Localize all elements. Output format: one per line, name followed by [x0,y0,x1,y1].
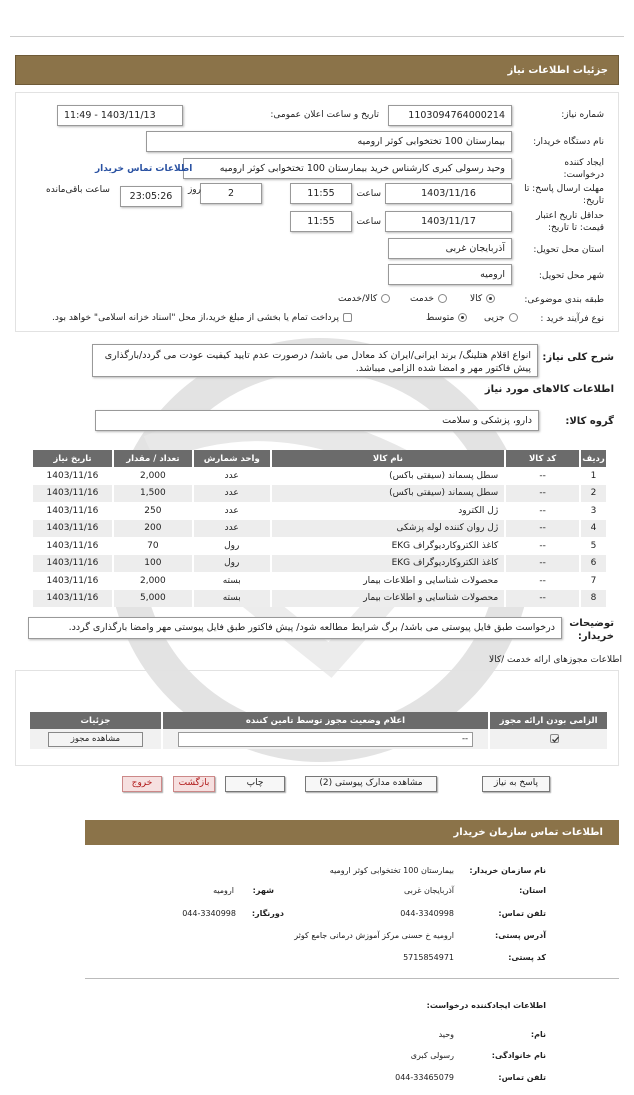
cell-row: 3 [580,502,606,520]
radio-icon [381,294,390,303]
creator-info-title: اطلاعات ایجادکننده درخواست: [426,1001,546,1010]
days-field[interactable]: 2 [200,183,262,204]
radio-icon [438,294,447,303]
cell-unit: عدد [193,520,271,538]
contact-city-label: شهر: [252,886,274,895]
reply-date-field[interactable]: 1403/11/16 [385,183,512,204]
creator-label: ایجاد کننده درخواست: [563,158,604,180]
permit-status-field[interactable]: -- [178,732,473,747]
buyer-org-label: نام دستگاه خریدار: [533,137,604,147]
cell-date: 1403/11/16 [32,590,113,608]
cell-row: 5 [580,537,606,555]
need-number-label: شماره نیاز: [561,110,604,120]
goods-info-title: اطلاعات کالاهای مورد نیاز [484,384,614,395]
contact-postal: 5715854971 [403,953,454,962]
cell-unit: بسته [193,572,271,590]
table-row [32,520,606,538]
cell-name: سطل پسماند (سیفتی باکس) [271,485,506,503]
announce-label: تاریخ و ساعت اعلان عمومی: [270,110,379,120]
cell-name: کاغذ الکتروکاردیوگراف EKG [271,537,506,555]
contact-fax: 044-3340998 [182,909,236,918]
contact-org-label: نام سازمان خریدار: [469,866,546,875]
cell-unit: بسته [193,590,271,608]
contact-province: آذربایجان غربی [403,886,454,895]
category-option-service[interactable]: خدمت [410,294,447,304]
cell-date: 1403/11/16 [32,555,113,573]
radio-selected-icon [458,313,467,322]
price-date-field[interactable]: 1403/11/17 [385,211,512,232]
process-label: نوع فرآیند خرید : [540,314,604,324]
table-row [32,555,606,573]
cell-code: -- [505,555,580,573]
checkbox-icon [343,313,352,322]
exit-button[interactable]: خروج [122,776,162,792]
cell-date: 1403/11/16 [32,485,113,503]
cell-unit: عدد [193,502,271,520]
cell-code: -- [505,537,580,555]
buyer-notes-label: توضیحات خریدار: [569,618,614,642]
remaining-time-field[interactable]: 23:05:26 [120,186,182,207]
permits-title: اطلاعات مجوزهای ارائه خدمت /کالا [488,655,622,665]
table-row [32,485,606,503]
description-text: انواع اقلام هتلینگ/ برند ایرانی/ایران کد معادل می باشد/ درصورت عدم تایید کیفیت عودت می گردد/بارگذاری پیش فاکتور مهر و امضا شده الزامی میباشد. [92,344,538,377]
payment-checkbox[interactable]: پرداخت تمام یا بخشی از مبلغ خرید،از محل "اسناد خزانه اسلامی" خواهد بود. [52,313,352,323]
page-header: جزئیات اطلاعات نیاز [15,55,619,85]
cell-row: 6 [580,555,606,573]
radio-selected-icon [486,294,495,303]
table-row [32,467,606,485]
cell-unit: عدد [193,467,271,485]
cell-code: -- [505,572,580,590]
contact-postal-label: کد پستی: [508,953,546,962]
permit-required-checkbox[interactable] [550,734,559,743]
reply-button[interactable]: پاسخ به نیاز [482,776,550,792]
contact-address: ارومیه خ حسنی مرکز آموزش درمانی جامع کوثر [294,931,454,940]
cell-name: محصولات شناسایی و اطلاعات بیمار [271,590,506,608]
cell-row: 1 [580,467,606,485]
creator-field[interactable]: وحید رسولی کبری کارشناس خرید بیمارستان 100 تختخوابی کوثر ارومیه [183,158,512,179]
price-time-label: ساعت [356,217,381,227]
buyer-org-field[interactable]: بیمارستان 100 تختخوابی کوثر ارومیه [146,131,512,152]
col-permit-status: اعلام وضعیت مجوز توسط تامین کننده [162,712,489,729]
creator-name-label: نام: [530,1030,546,1039]
category-option-goods[interactable]: کالا [470,294,495,304]
contact-phone-label: تلفن تماس: [498,909,546,918]
cell-qty: 1,500 [113,485,193,503]
creator-family-label: نام خانوادگی: [491,1051,546,1060]
cell-unit: رول [193,555,271,573]
contact-city: ارومیه [213,886,234,895]
contact-address-label: آدرس پستی: [495,931,546,940]
reply-deadline-label: مهلت ارسال پاسخ: تا تاریخ: [524,184,604,206]
contact-header: اطلاعات تماس سازمان خریدار [85,820,619,845]
category-label: طبقه بندی موضوعی: [524,295,604,305]
check-icon [551,735,560,744]
col-permit-required: الزامی بودن ارائه مجوز [489,712,607,729]
table-row [32,502,606,520]
buyer-contact-link[interactable]: اطلاعات تماس خریدار [95,164,193,174]
back-button[interactable]: بازگشت [173,776,215,792]
creator-family: رسولی کبری [410,1051,454,1060]
goods-group-field[interactable]: دارو، پزشکی و سلامت [95,410,539,431]
cell-name: ژل الکترود [271,502,506,520]
contact-phone: 044-3340998 [400,909,454,918]
permits-table [28,712,607,749]
category-option-both[interactable]: کالا/خدمت [338,294,390,304]
creator-phone: 044-33465079 [395,1073,454,1082]
cell-code: -- [505,502,580,520]
goods-group-label: گروه کالا: [565,416,614,427]
cell-qty: 5,000 [113,590,193,608]
print-button[interactable]: چاپ [225,776,285,792]
need-number-field[interactable]: 1103094764000214 [388,105,512,126]
cell-date: 1403/11/16 [32,520,113,538]
contact-fax-label: دورنگار: [251,909,284,918]
creator-name: وحید [438,1030,454,1039]
description-label: شرح کلی نیاز: [542,352,614,363]
top-divider [10,36,624,37]
cell-date: 1403/11/16 [32,572,113,590]
cell-date: 1403/11/16 [32,537,113,555]
col-row: ردیف [580,450,606,467]
cell-code: -- [505,485,580,503]
cell-qty: 100 [113,555,193,573]
col-date: تاریخ نیاز [32,450,113,467]
process-option-medium[interactable]: متوسط [426,313,467,323]
col-qty: تعداد / مقدار [113,450,193,467]
table-row [32,537,606,555]
cell-unit: عدد [193,485,271,503]
day-label: روز [187,185,201,195]
cell-qty: 2,000 [113,467,193,485]
price-validity-label: حداقل تاریخ اعتبار قیمت: تا تاریخ: [536,211,604,233]
table-row [32,572,606,590]
city-label: شهر محل تحویل: [538,271,604,281]
cell-name: محصولات شناسایی و اطلاعات بیمار [271,572,506,590]
process-option-minor[interactable]: جزیی [484,313,518,323]
attachments-button[interactable]: مشاهده مدارک پیوستی (2) [305,776,437,792]
cell-name: سطل پسماند (سیفتی باکس) [271,467,506,485]
cell-row: 8 [580,590,606,608]
cell-qty: 250 [113,502,193,520]
table-row [32,590,606,608]
radio-icon [509,313,518,322]
col-permit-details: جزئیات [29,712,162,729]
cell-qty: 70 [113,537,193,555]
creator-phone-label: تلفن تماس: [498,1073,546,1082]
cell-code: -- [505,520,580,538]
cell-qty: 2,000 [113,572,193,590]
cell-name: کاغذ الکتروکاردیوگراف EKG [271,555,506,573]
contact-divider [85,978,619,979]
province-label: استان محل تحویل: [533,245,604,255]
reply-time-label: ساعت [356,189,381,199]
announce-field[interactable]: 1403/11/13 - 11:49 [57,105,183,126]
contact-province-label: استان: [519,886,546,895]
cell-date: 1403/11/16 [32,502,113,520]
cell-unit: رول [193,537,271,555]
col-name: نام کالا [271,450,506,467]
reply-time-field[interactable]: 11:55 [290,183,352,204]
price-time-field[interactable]: 11:55 [290,211,352,232]
remaining-label: ساعت باقی‌مانده [46,185,110,195]
contact-org: بیمارستان 100 تختخوابی کوثر ارومیه [329,866,454,875]
cell-row: 4 [580,520,606,538]
cell-row: 2 [580,485,606,503]
cell-code: -- [505,467,580,485]
goods-table [31,450,606,607]
cell-name: ژل روان کننده لوله پزشکی [271,520,506,538]
cell-code: -- [505,590,580,608]
view-permit-button[interactable]: مشاهده مجوز [48,732,143,747]
cell-row: 7 [580,572,606,590]
buyer-notes-text: درخواست طبق فایل پیوستی می باشد/ برگ شرایط مطالعه شود/ پیش فاکتور طبق فایل پیوستی مهر وامضا بارگذاری گردد. [28,617,562,639]
cell-date: 1403/11/16 [32,467,113,485]
province-field[interactable]: آذربایجان غربی [388,238,512,259]
city-field[interactable]: ارومیه [388,264,512,285]
col-unit: واحد شمارش [193,450,271,467]
col-code: کد کالا [505,450,580,467]
cell-qty: 200 [113,520,193,538]
